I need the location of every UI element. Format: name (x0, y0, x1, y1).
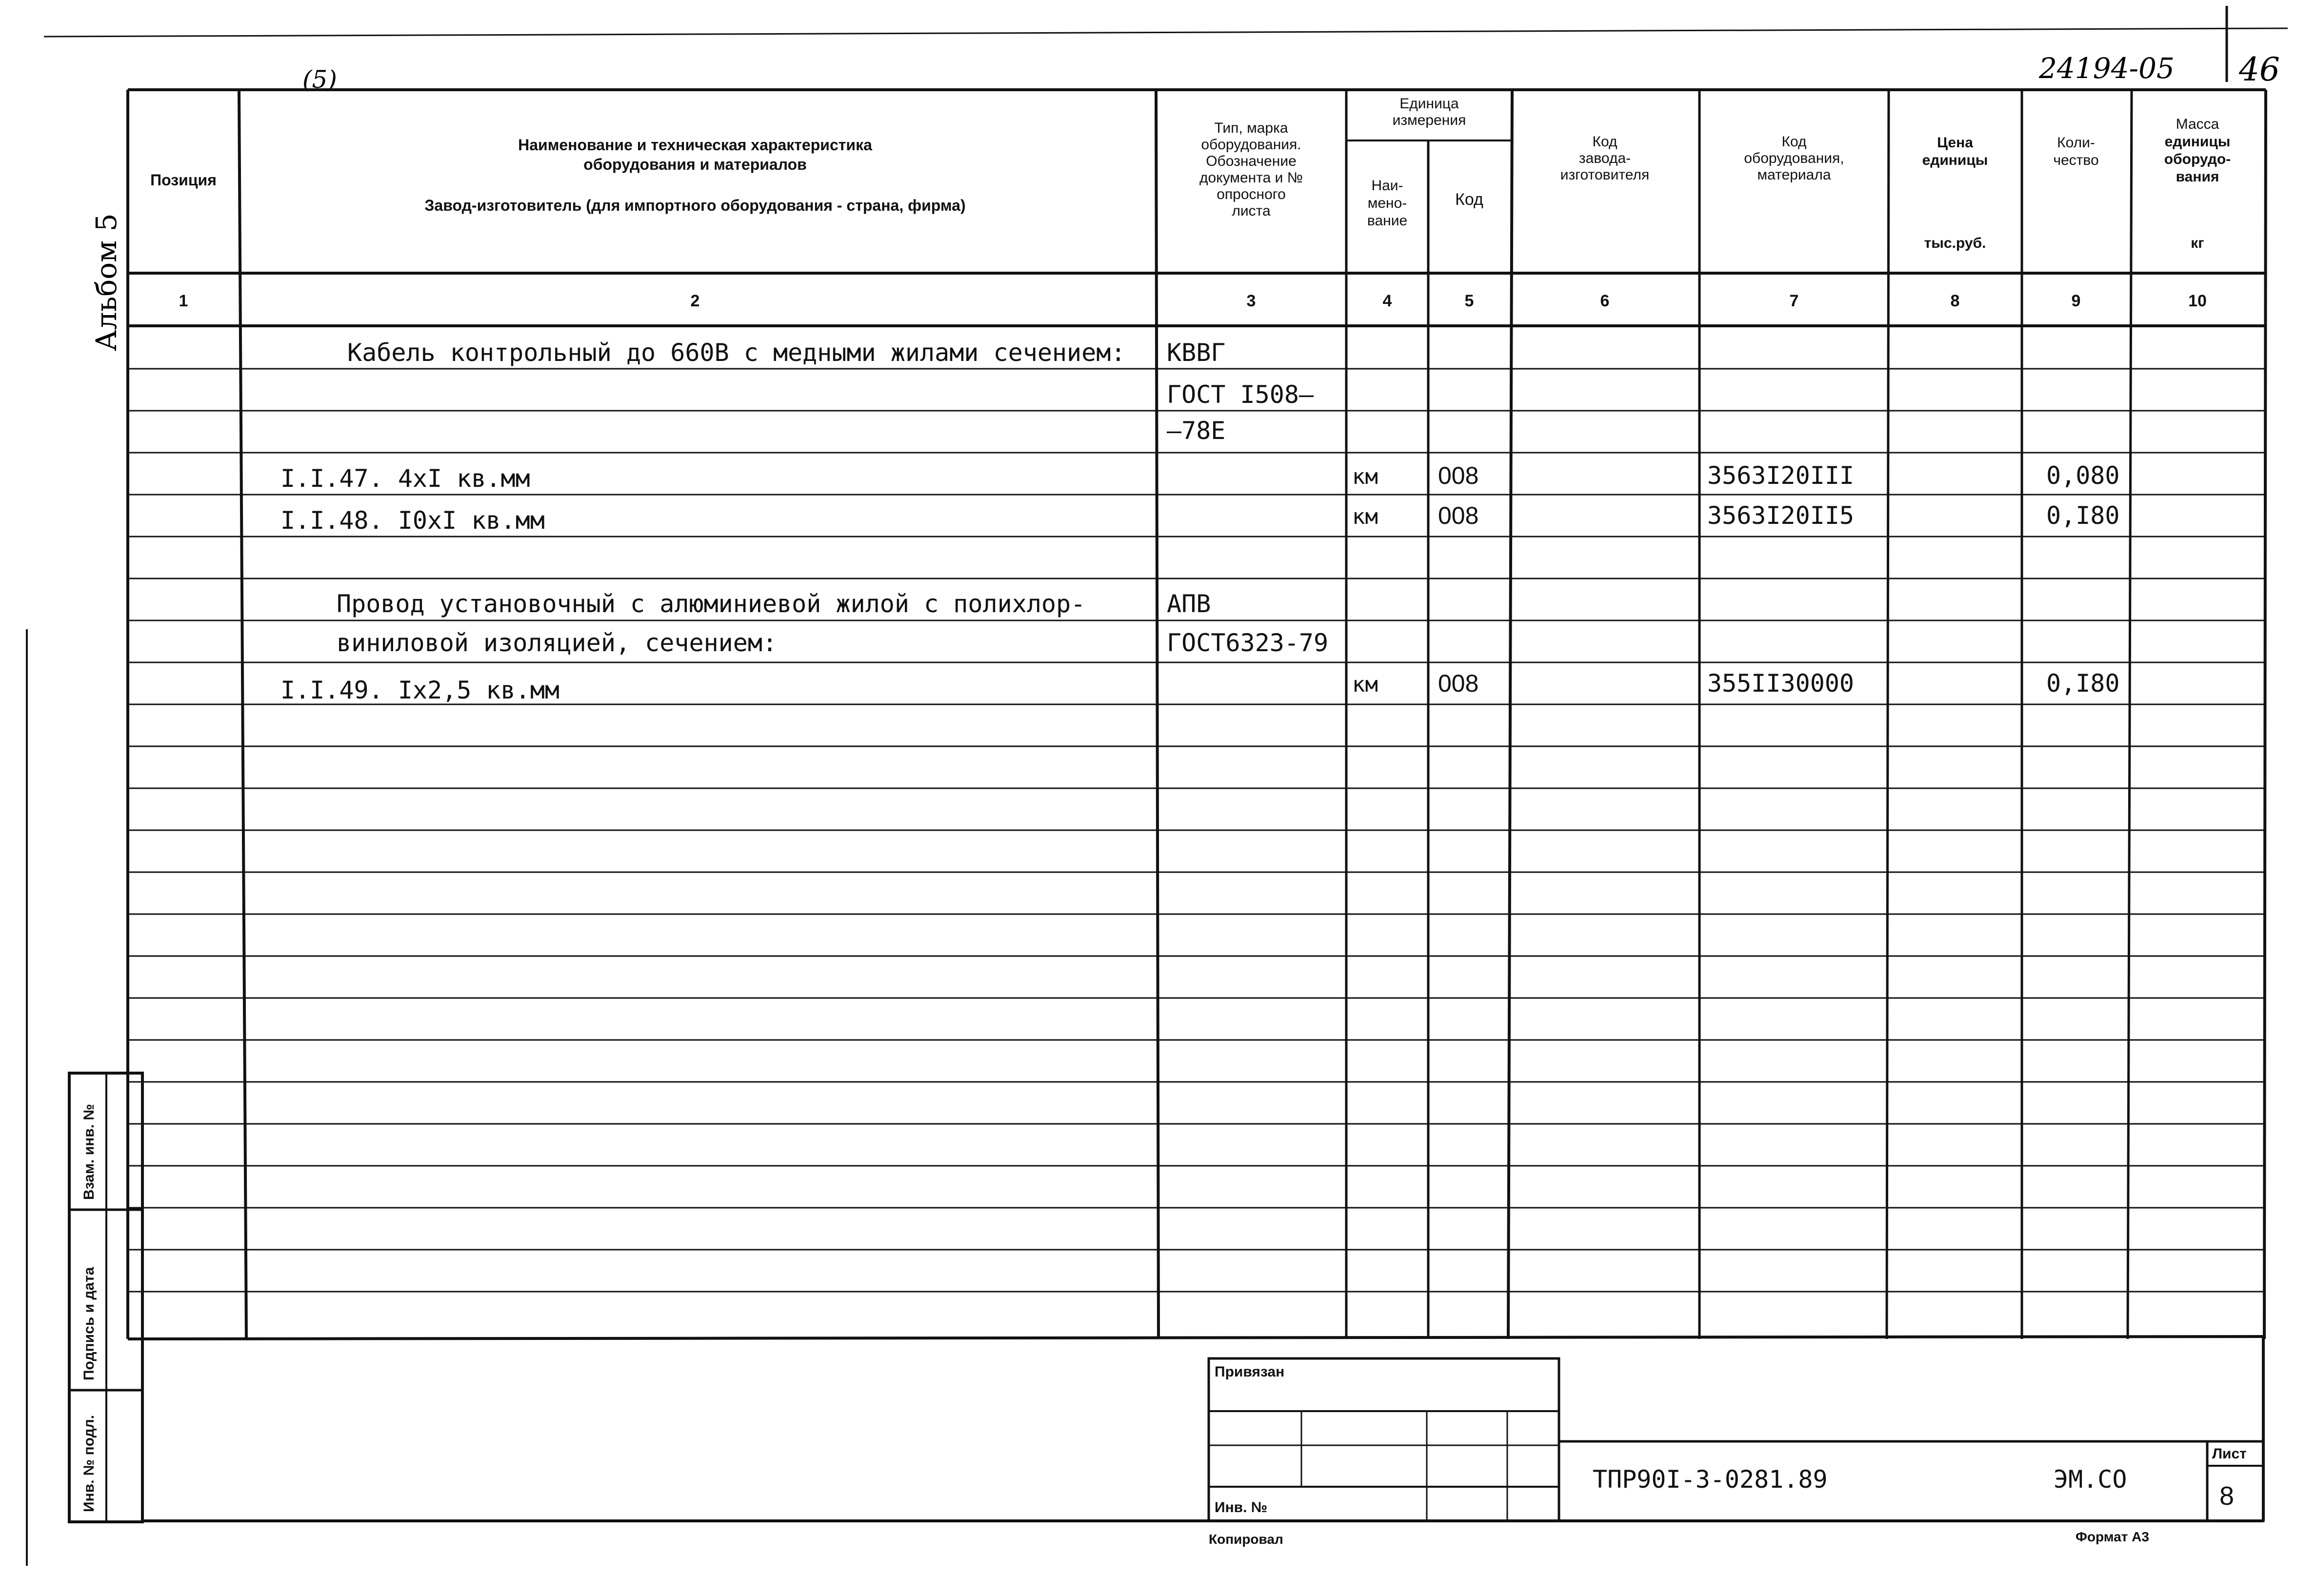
copied-label: Копировал (1209, 1532, 1283, 1547)
header-unit-group (1367, 96, 1483, 229)
row-quantity: 0,080 (2046, 461, 2120, 490)
sheet-label: Лист (2212, 1446, 2247, 1462)
stamp-binding-label: Привязан (1215, 1364, 1285, 1380)
column-number: 2 (690, 292, 700, 310)
header-quantity-line: чество (2053, 152, 2099, 168)
row-unit: км (1352, 464, 1378, 489)
header-position: Позиция (150, 171, 217, 189)
row-name: I.I.48. I0xI кв.мм (280, 506, 545, 535)
column-number: 7 (1789, 292, 1799, 310)
document-mark: ЭМ.СО (2054, 1465, 2127, 1494)
page-number: 46 (2239, 51, 2280, 88)
row-equipment-code: 3563I20III (1707, 461, 1855, 490)
sheet-number: 8 (2219, 1481, 2235, 1511)
header-mass-line: вания (2176, 169, 2219, 185)
row-name: виниловой изоляцией, сечением: (337, 629, 778, 657)
header-price-unit: тыс.руб. (1924, 235, 1986, 251)
header-type-line: Тип, марка (1214, 120, 1288, 136)
column-number: 10 (2188, 292, 2207, 310)
row-type: ГОСТ6323-79 (1167, 629, 1329, 657)
header-equipment-code-line: Код (1781, 134, 1807, 150)
row-name: I.I.47. 4xI кв.мм (280, 464, 530, 493)
row-quantity: 0,I80 (2046, 501, 2120, 530)
header-name-line-2: оборудования и материалов (583, 156, 807, 173)
header-quantity (2053, 135, 2098, 168)
row-type: –78Е (1167, 417, 1226, 445)
page-mark-left: (5) (302, 65, 337, 94)
row-type: АПВ (1167, 590, 1211, 618)
header-price-line: Цена (1937, 135, 1973, 151)
column-number: 4 (1382, 292, 1392, 310)
header-unit-name-line: вание (1367, 213, 1408, 229)
row-name: I.I.49. Ix2,5 кв.мм (280, 676, 559, 704)
header-unit-name-line: Наи- (1371, 178, 1403, 194)
table-header (150, 96, 2231, 310)
header-plant-code-line: Код (1592, 134, 1617, 150)
side-box-label: Инв. № подл. (81, 1415, 97, 1512)
header-price (1922, 135, 1988, 251)
row-unit: км (1352, 672, 1378, 697)
row-code: 008 (1438, 502, 1479, 529)
column-number: 3 (1246, 292, 1256, 310)
row-equipment-code: 3563I20II5 (1707, 501, 1855, 530)
header-type-line: Обозначение (1206, 153, 1297, 169)
header-type-line: документа и № (1199, 170, 1303, 186)
header-plant-code-line: изготовителя (1560, 167, 1650, 183)
column-number: 8 (1950, 292, 1960, 310)
row-type: КВВГ (1167, 339, 1226, 367)
album-label: Альбом 5 (90, 213, 123, 351)
header-mass-line: Масса (2176, 116, 2219, 132)
header-plant-code (1560, 134, 1649, 183)
row-code: 008 (1438, 670, 1479, 697)
row-name: Кабель контрольный до 660В с медными жилами сечением: (347, 339, 1126, 367)
header-type-line: опросного (1217, 186, 1286, 202)
header-equipment-code (1744, 134, 1844, 183)
header-unit-name-line: мено- (1367, 195, 1407, 211)
header-price-line: единицы (1922, 152, 1988, 168)
column-number: 5 (1464, 292, 1474, 310)
row-code: 008 (1438, 462, 1479, 489)
header-type-line: листа (1232, 203, 1271, 219)
side-approval-labels (81, 1104, 97, 1512)
side-approval-boxes (69, 1073, 142, 1522)
header-mass-line: единицы (2164, 134, 2231, 150)
header-quantity-line: Коли- (2057, 135, 2095, 151)
header-unit-group-line: измерения (1392, 112, 1466, 128)
header-mass-unit: кг (2191, 235, 2204, 251)
header-mass (2164, 116, 2231, 251)
row-unit: км (1352, 504, 1378, 529)
header-unit-code: Код (1455, 190, 1483, 209)
header-equipment-code-line: материала (1757, 167, 1831, 183)
header-type-line: оборудования. (1201, 137, 1301, 153)
row-equipment-code: 355II30000 (1707, 669, 1855, 698)
column-number: 9 (2071, 292, 2081, 310)
header-type (1199, 120, 1303, 219)
title-block (142, 1337, 2263, 1521)
stamp-inv-label: Инв. № (1215, 1499, 1268, 1516)
column-number: 6 (1600, 292, 1610, 310)
table-body (280, 339, 2120, 704)
row-quantity: 0,I80 (2046, 669, 2120, 698)
title-block-text (1209, 1364, 2247, 1547)
side-box-label: Подпись и дата (81, 1267, 97, 1380)
inventory-number: 24194-05 (2039, 52, 2175, 85)
header-equipment-code-line: оборудования, (1744, 150, 1844, 166)
table-grid (128, 90, 2266, 1339)
row-type: ГОСТ I508– (1167, 380, 1314, 409)
format-label: Формат А3 (2076, 1529, 2149, 1544)
column-number-row (179, 292, 2207, 310)
header-unit-group-line: Единица (1399, 96, 1459, 112)
header-plant-code-line: завода- (1578, 150, 1631, 166)
side-box-label: Взам. инв. № (81, 1104, 97, 1200)
header-mass-line: оборудо- (2164, 151, 2231, 167)
header-name-line-3: Завод-изготовитель (для импортного оборудования - страна, фирма) (424, 197, 966, 214)
header-name-line-1: Наименование и техническая характеристика (518, 136, 872, 154)
row-name: Провод установочный с алюминиевой жилой с полихлор- (337, 590, 1086, 618)
column-number: 1 (179, 292, 188, 310)
document-code: ТПР90I-3-0281.89 (1593, 1465, 1828, 1494)
